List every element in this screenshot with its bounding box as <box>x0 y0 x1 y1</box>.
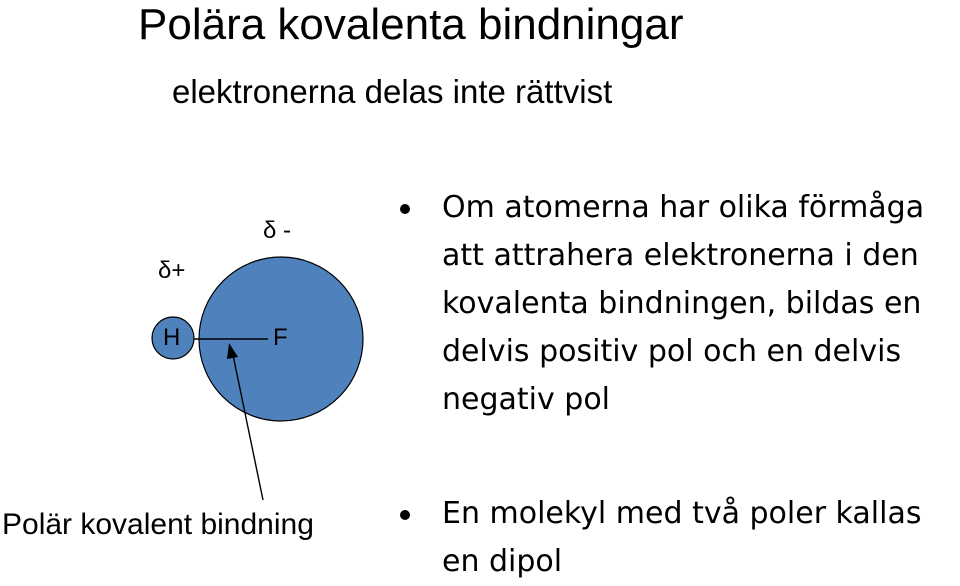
bullet-dot <box>400 510 410 520</box>
bullet-line: en dipol <box>442 544 563 579</box>
diagram-caption: Polär kovalent bindning <box>2 508 314 541</box>
bullet-line: delvis positiv pol och en delvis <box>442 334 902 369</box>
bullet-line: En molekyl med två poler kallas <box>442 496 922 531</box>
delta-minus-label: δ - <box>263 217 292 244</box>
atom-f-label: F <box>273 324 288 351</box>
page-subtitle: elektronerna delas inte rättvist <box>172 73 613 110</box>
delta-plus-label: δ+ <box>158 257 186 284</box>
bullet-line: negativ pol <box>442 382 611 417</box>
bullet-line: kovalenta bindningen, bildas en <box>442 286 922 321</box>
bullet-line: att attrahera elektronerna i den <box>442 238 919 273</box>
bullet-line: Om atomerna har olika förmåga <box>442 190 925 225</box>
page-title: Polära kovalenta bindningar <box>138 0 684 49</box>
atom-h-label: H <box>163 324 181 351</box>
bullet-dot <box>400 204 410 214</box>
